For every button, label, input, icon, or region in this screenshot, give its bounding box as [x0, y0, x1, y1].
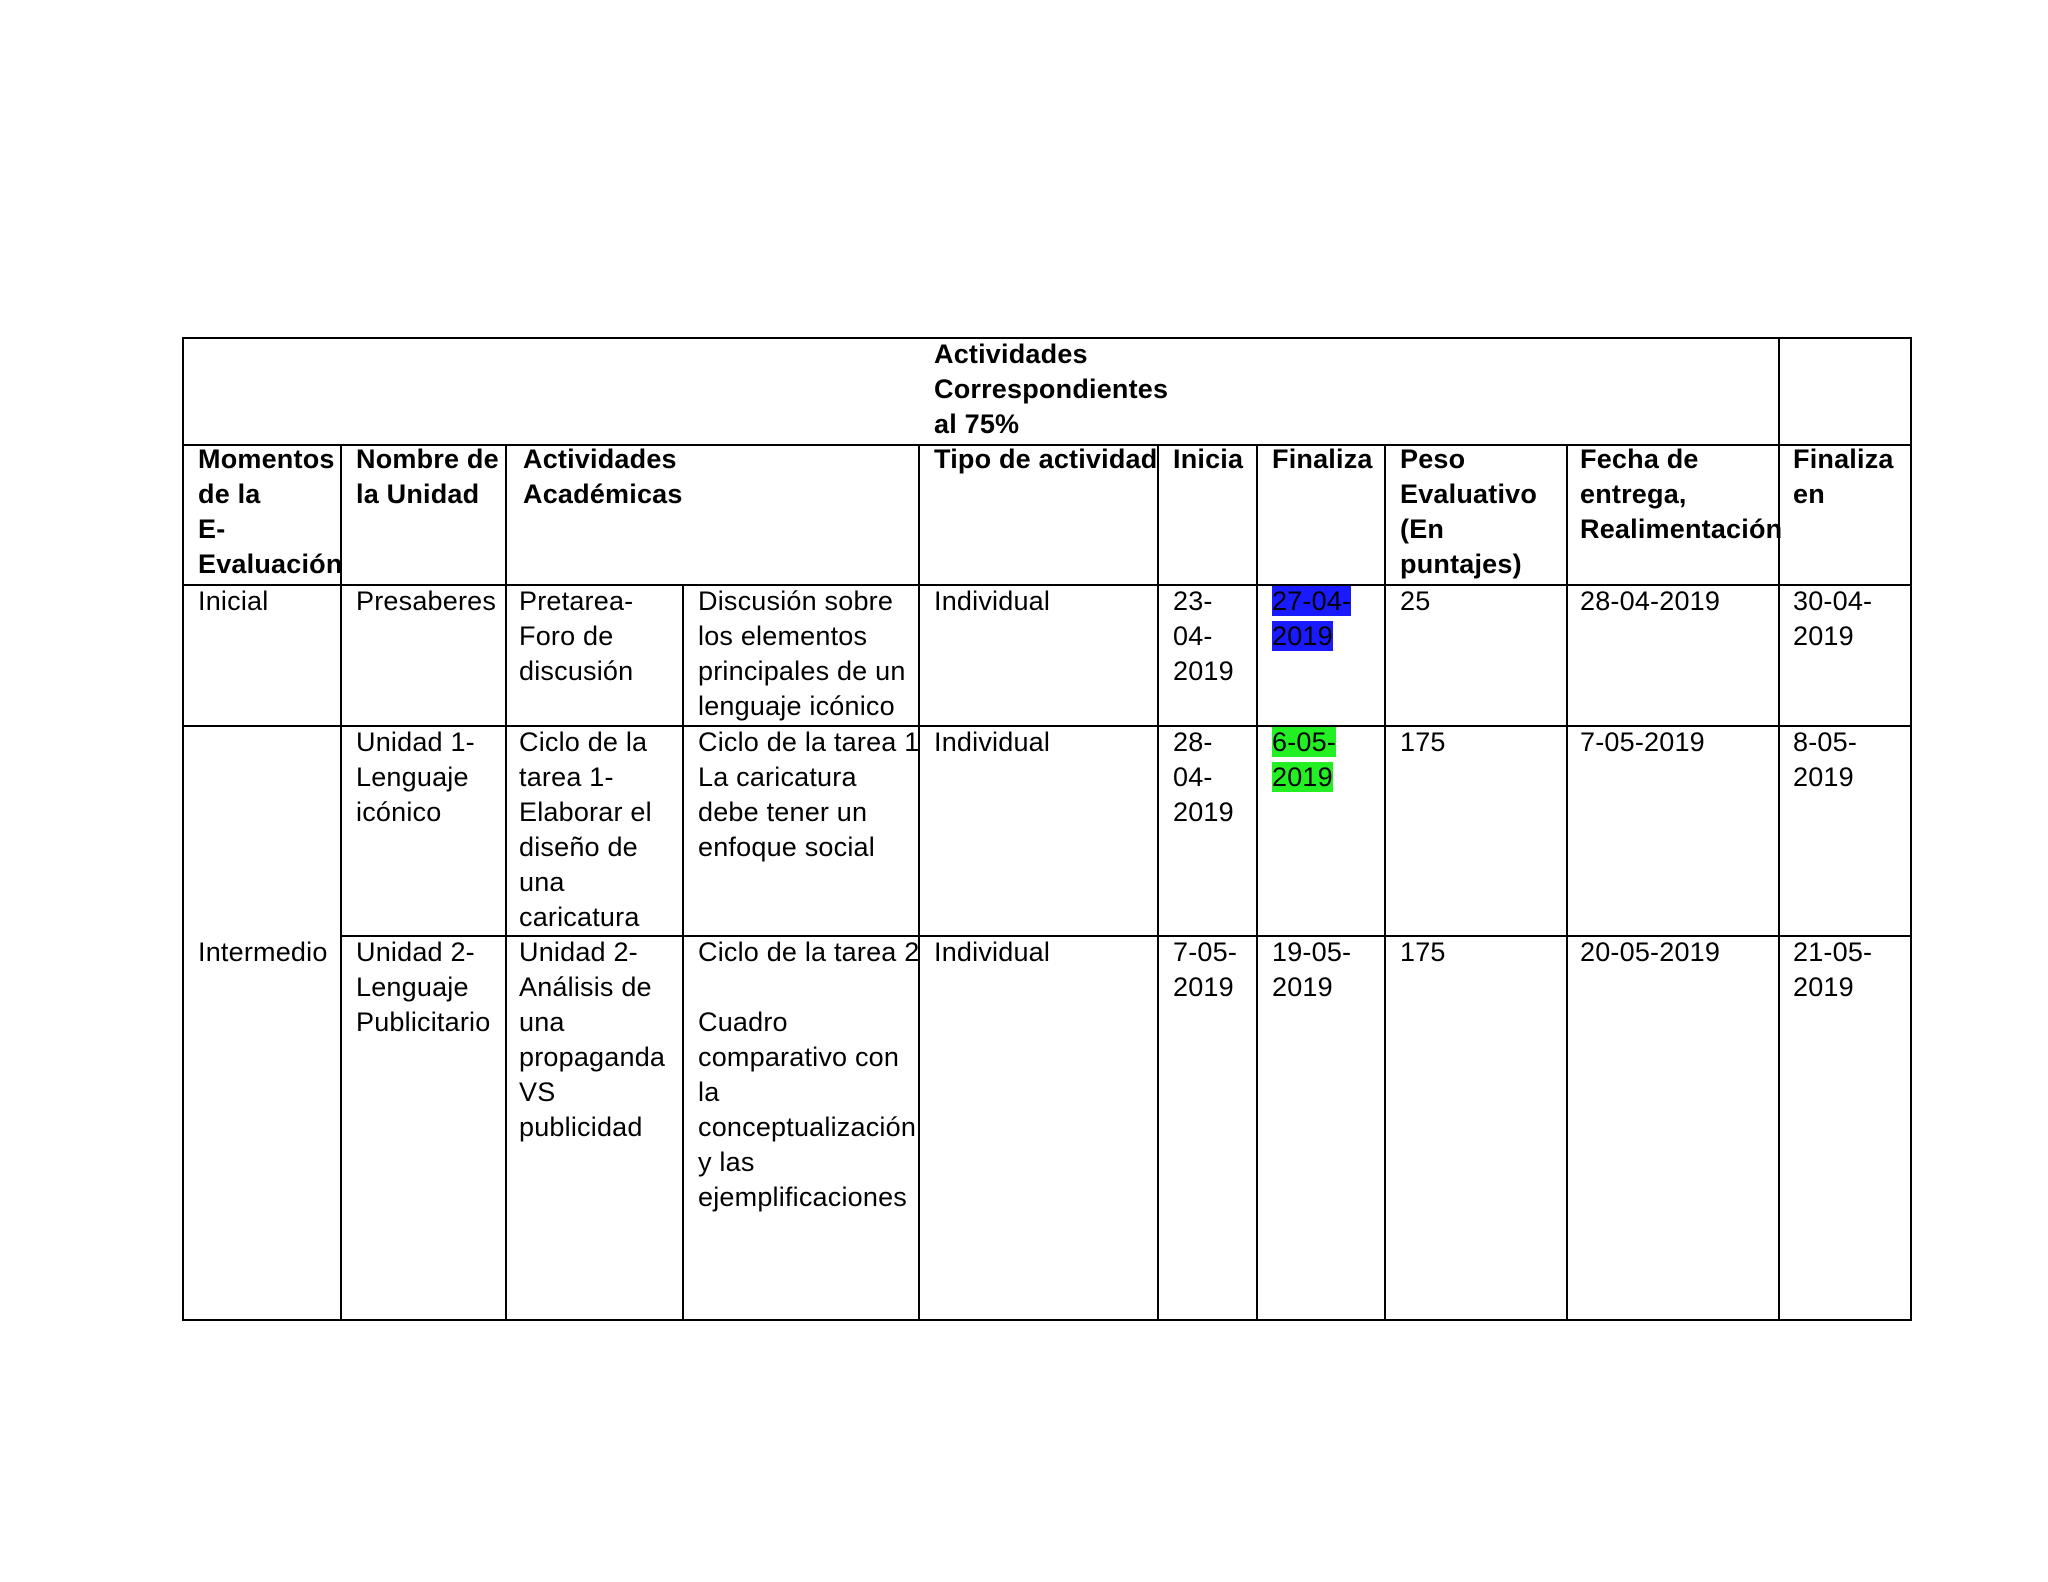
- row2-descripcion: Ciclo de la tarea 1 La caricatura debe tener un enfoque social: [698, 727, 920, 862]
- row3-finaliza-en: 21-05- 2019: [1793, 937, 1873, 1002]
- row1-descripcion: Discusión sobre los elementos principales de un lenguaje icónico: [698, 586, 906, 721]
- table-column-separator: [1157, 444, 1159, 1321]
- table-column-separator: [505, 444, 507, 1321]
- table-column-separator: [1256, 444, 1258, 1321]
- table-border-right: [1910, 337, 1912, 1321]
- table-border-left: [182, 337, 184, 1321]
- highlighted-date-line: 2019: [1272, 621, 1333, 651]
- row1-fecha-entrega: 28-04-2019: [1580, 586, 1721, 616]
- header-nombre-unidad: Nombre de la Unidad: [356, 444, 499, 509]
- header-actividades-academicas: Actividades Académicas: [523, 444, 683, 509]
- row3-unidad: Unidad 2- Lenguaje Publicitario: [356, 937, 491, 1037]
- header-momentos: Momentos de la E- Evaluación: [198, 444, 343, 579]
- row3-actividad: Unidad 2- Análisis de una propaganda VS publicidad: [519, 937, 666, 1142]
- row2-tipo: Individual: [934, 727, 1051, 757]
- row3-fecha-entrega: 20-05-2019: [1580, 937, 1721, 967]
- table-border-bottom: [182, 1319, 1912, 1321]
- row1-finaliza: [1272, 584, 1351, 654]
- row1-inicia: 23- 04- 2019: [1173, 586, 1234, 686]
- row2-finaliza-en: 8-05- 2019: [1793, 727, 1858, 792]
- row2-finaliza: [1272, 725, 1336, 795]
- row2-peso: 175: [1400, 727, 1446, 757]
- row1-peso: 25: [1400, 586, 1431, 616]
- row3-tipo: Individual: [934, 937, 1051, 967]
- row1-momento: Inicial: [198, 586, 269, 616]
- header-finaliza: Finaliza: [1272, 444, 1373, 474]
- row1-unidad: Presaberes: [356, 586, 497, 616]
- row3-inicia: 7-05- 2019: [1173, 937, 1238, 1002]
- row2-unidad: Unidad 1- Lenguaje icónico: [356, 727, 475, 827]
- highlighted-date-line: 6-05-: [1272, 727, 1337, 757]
- highlighted-date-line: 27-04-: [1272, 586, 1352, 616]
- header-finaliza-en: Finaliza en: [1793, 444, 1894, 509]
- row2-inicia: 28- 04- 2019: [1173, 727, 1234, 827]
- row1-finaliza-en: 30-04- 2019: [1793, 586, 1873, 651]
- row2-momento: Intermedio: [198, 937, 328, 967]
- row3-peso: 175: [1400, 937, 1446, 967]
- table-column-separator: [1566, 444, 1568, 1321]
- header-peso: Peso Evaluativo (En puntajes): [1400, 444, 1538, 579]
- table-column-separator: [1384, 444, 1386, 1321]
- table-banner-title: Actividades Correspondientes al 75%: [934, 339, 1169, 439]
- row2-fecha-entrega: 7-05-2019: [1580, 727, 1705, 757]
- table-column-separator: [682, 584, 684, 1321]
- highlighted-date-line: 2019: [1272, 762, 1333, 792]
- header-tipo-actividad: Tipo de actividad: [934, 444, 1158, 474]
- row2-actividad: Ciclo de la tarea 1- Elaborar el diseño de una caricatura: [519, 727, 652, 932]
- row1-actividad: Pretarea- Foro de discusión: [519, 586, 634, 686]
- header-fecha-entrega: Fecha de entrega, Realimentación: [1580, 444, 1783, 544]
- header-inicia: Inicia: [1173, 444, 1244, 474]
- row3-finaliza: 19-05- 2019: [1272, 937, 1352, 1002]
- row3-descripcion: Ciclo de la tarea 2 Cuadro comparativo con la conceptualización y las ejemplificaciones: [698, 937, 920, 1212]
- row1-tipo: Individual: [934, 586, 1051, 616]
